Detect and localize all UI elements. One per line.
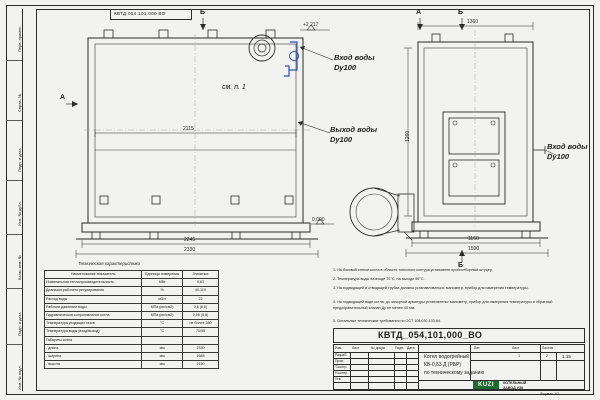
company-logo (473, 381, 499, 389)
table-row (45, 328, 219, 336)
mark-plus-2217: +2 217 (303, 22, 319, 28)
table-row (45, 279, 219, 287)
spec-header-1: Единицы измерения (142, 271, 183, 279)
table-row (45, 303, 219, 311)
spec-cell: Диапазон рабочего регулирования (45, 287, 142, 295)
table-row (45, 336, 219, 344)
spec-cell: 70/95 (182, 328, 218, 336)
drawing-number: КВТД_054,101,000_ВО (378, 330, 483, 340)
margin-label-3: Инв. № дубл. (17, 201, 22, 226)
company-line1: КОТЕЛЬНЫЙ (503, 381, 527, 385)
spec-cell: Габариты котла (45, 336, 142, 344)
spec-header-2: Значение (182, 271, 218, 279)
spec-cell: 40-110 (182, 287, 218, 295)
stamp-col-list: Лист (352, 346, 360, 350)
tech-char-title: Техническая характеристика (78, 261, 141, 266)
dim-left-total: 2330 (184, 247, 196, 253)
spec-cell: мм (142, 361, 183, 369)
mark-zero: 0.000 (312, 217, 325, 223)
view-label-b-right: Б (458, 9, 464, 16)
stamp-title-sub1: КВ-0,63 Д (РБР) (424, 362, 462, 368)
spec-cell: 0,63 (182, 279, 218, 287)
margin-label-2: Подп. и дата (17, 148, 22, 172)
dim-right-b1: 1160 (468, 236, 479, 242)
stamp-role-1: Пров. (335, 359, 344, 363)
spec-cell: Гидравлическое сопротивление котла (45, 311, 142, 319)
callout-water-outlet-sub: Dy100 (330, 135, 353, 144)
spec-cell: Номинальная теплопроизводительность (45, 279, 142, 287)
spec-cell: % (142, 287, 183, 295)
company-brand: KUZI (478, 382, 494, 388)
table-row (45, 361, 219, 369)
margin-label-0: Перв. примен. (17, 25, 22, 52)
spec-cell: °С (142, 320, 183, 328)
company-line2: ЗАВОД УЗК (503, 386, 524, 390)
spec-cell: мм (142, 352, 183, 360)
dim-right-width: 1360 (467, 19, 479, 25)
stamp-title-main: Котел водогрейный (424, 354, 470, 360)
stamp-role-2: Т.контр. (335, 365, 348, 369)
spec-cell: - ширина (45, 352, 142, 360)
spec-cell: Расход воды (45, 295, 142, 303)
spec-header-0: Наименование показателя (45, 271, 142, 279)
spec-cell (142, 336, 183, 344)
spec-cell (182, 336, 218, 344)
spec-cell: МВт (142, 279, 183, 287)
note-5: 5. Остальные технические требования по ОСТ 108.030.133-84. (333, 319, 442, 323)
spec-cell: 1685 (182, 352, 218, 360)
stamp-list-value: 1 (518, 354, 521, 358)
callout-water-inlet-right-title: Вход воды (547, 142, 588, 151)
margin-label-5: Подп. и дата (17, 312, 22, 336)
margin-label-6: Инв. № подл. (17, 365, 22, 390)
spec-cell: 0,6 (6,0) (182, 303, 218, 311)
view-label-a-right: А (416, 9, 422, 16)
table-row (45, 320, 219, 328)
stamp-role-4: Утв. (335, 377, 342, 381)
dim-left-inner: 2115 (183, 126, 194, 132)
spec-cell: Температура уходящих газов (45, 320, 142, 328)
table-row (45, 352, 219, 360)
view-label-a-left: А (60, 94, 66, 101)
table-row (45, 287, 219, 295)
spec-cell: 0,06 (0,6) (182, 311, 218, 319)
format-label: Формат А3 (540, 392, 560, 396)
stamp-title-sub2: по техническому заданию (424, 370, 485, 376)
callout-water-inlet-top-title: Вход воды (334, 53, 375, 62)
stamp-col-izm: Изм. (335, 346, 343, 350)
spec-cell: °С (142, 328, 183, 336)
spec-cell: Температура воды (вход/выход) (45, 328, 142, 336)
stamp-col-podp: Подп. (395, 346, 405, 350)
stamp-lists-label: Листов (542, 346, 554, 350)
note-2: 2. Температура воды на входе 70°С, на выходе 95°С. (333, 277, 425, 281)
dim-right-height: 1260 (405, 130, 411, 142)
spec-cell: - длина (45, 344, 142, 352)
stamp-role-0: Разраб. (335, 353, 348, 357)
top-stamp-text: КВТД.054.101.000 ВО (114, 11, 166, 16)
spec-cell: - высота (45, 361, 142, 369)
spec-cell: МПа (кгс/см2) (142, 303, 183, 311)
stamp-list-label: Лист (512, 346, 520, 350)
spec-cell: МПа (кгс/см2) (142, 311, 183, 319)
spec-cell: не более 280 (182, 320, 218, 328)
spec-cell: м3/ч (142, 295, 183, 303)
stamp-lists-value: 2 (546, 354, 549, 358)
stamp-role-3: Н.контр. (335, 371, 349, 375)
dim-left-outer: 2245 (184, 237, 196, 243)
table-row (45, 295, 219, 303)
margin-label-1: Справ. № (17, 93, 22, 112)
callout-water-outlet-title: Выход воды (330, 125, 378, 134)
stamp-lit-label: Лит. (474, 346, 481, 350)
spec-cell: мм (142, 344, 183, 352)
view-label-b-bottom: Б (458, 262, 464, 269)
see-item-note: см. п. 1 (222, 84, 246, 91)
view-label-b-left: Б (200, 9, 206, 16)
spec-cell: 2330 (182, 344, 218, 352)
callout-water-inlet-top-sub: Dy100 (334, 63, 357, 72)
note-4: 4. На подводящей воде котла, до запорной арматуры установлены: манометр, прибор для измерения температуры и обратный предохранительный клапан Ду не менее 40 мм. (333, 300, 554, 310)
stamp-scale: 1:15 (562, 354, 571, 359)
spec-cell: 2150 (182, 361, 218, 369)
table-row (45, 311, 219, 319)
stamp-col-docnum: № докум. (371, 346, 386, 350)
note-3: 3. На подводящей и отводящей трубах должны устанавливаться: манометр, прибор для измерения температуры. (333, 286, 529, 290)
spec-cell: 22 (182, 295, 218, 303)
stamp-col-data: Дата (407, 346, 415, 350)
margin-label-4: Взам. инв. № (17, 255, 22, 280)
spec-cell: Рабочее давление воды (45, 303, 142, 311)
callout-water-inlet-right-sub: Dy100 (547, 152, 570, 161)
dim-right-b2: 1590 (468, 246, 480, 252)
table-row (45, 344, 219, 352)
spec-table (44, 270, 219, 369)
note-1: 1. На боковой стенке котла в области топочного контура установлен пробоотборный штуцер. (333, 268, 493, 272)
